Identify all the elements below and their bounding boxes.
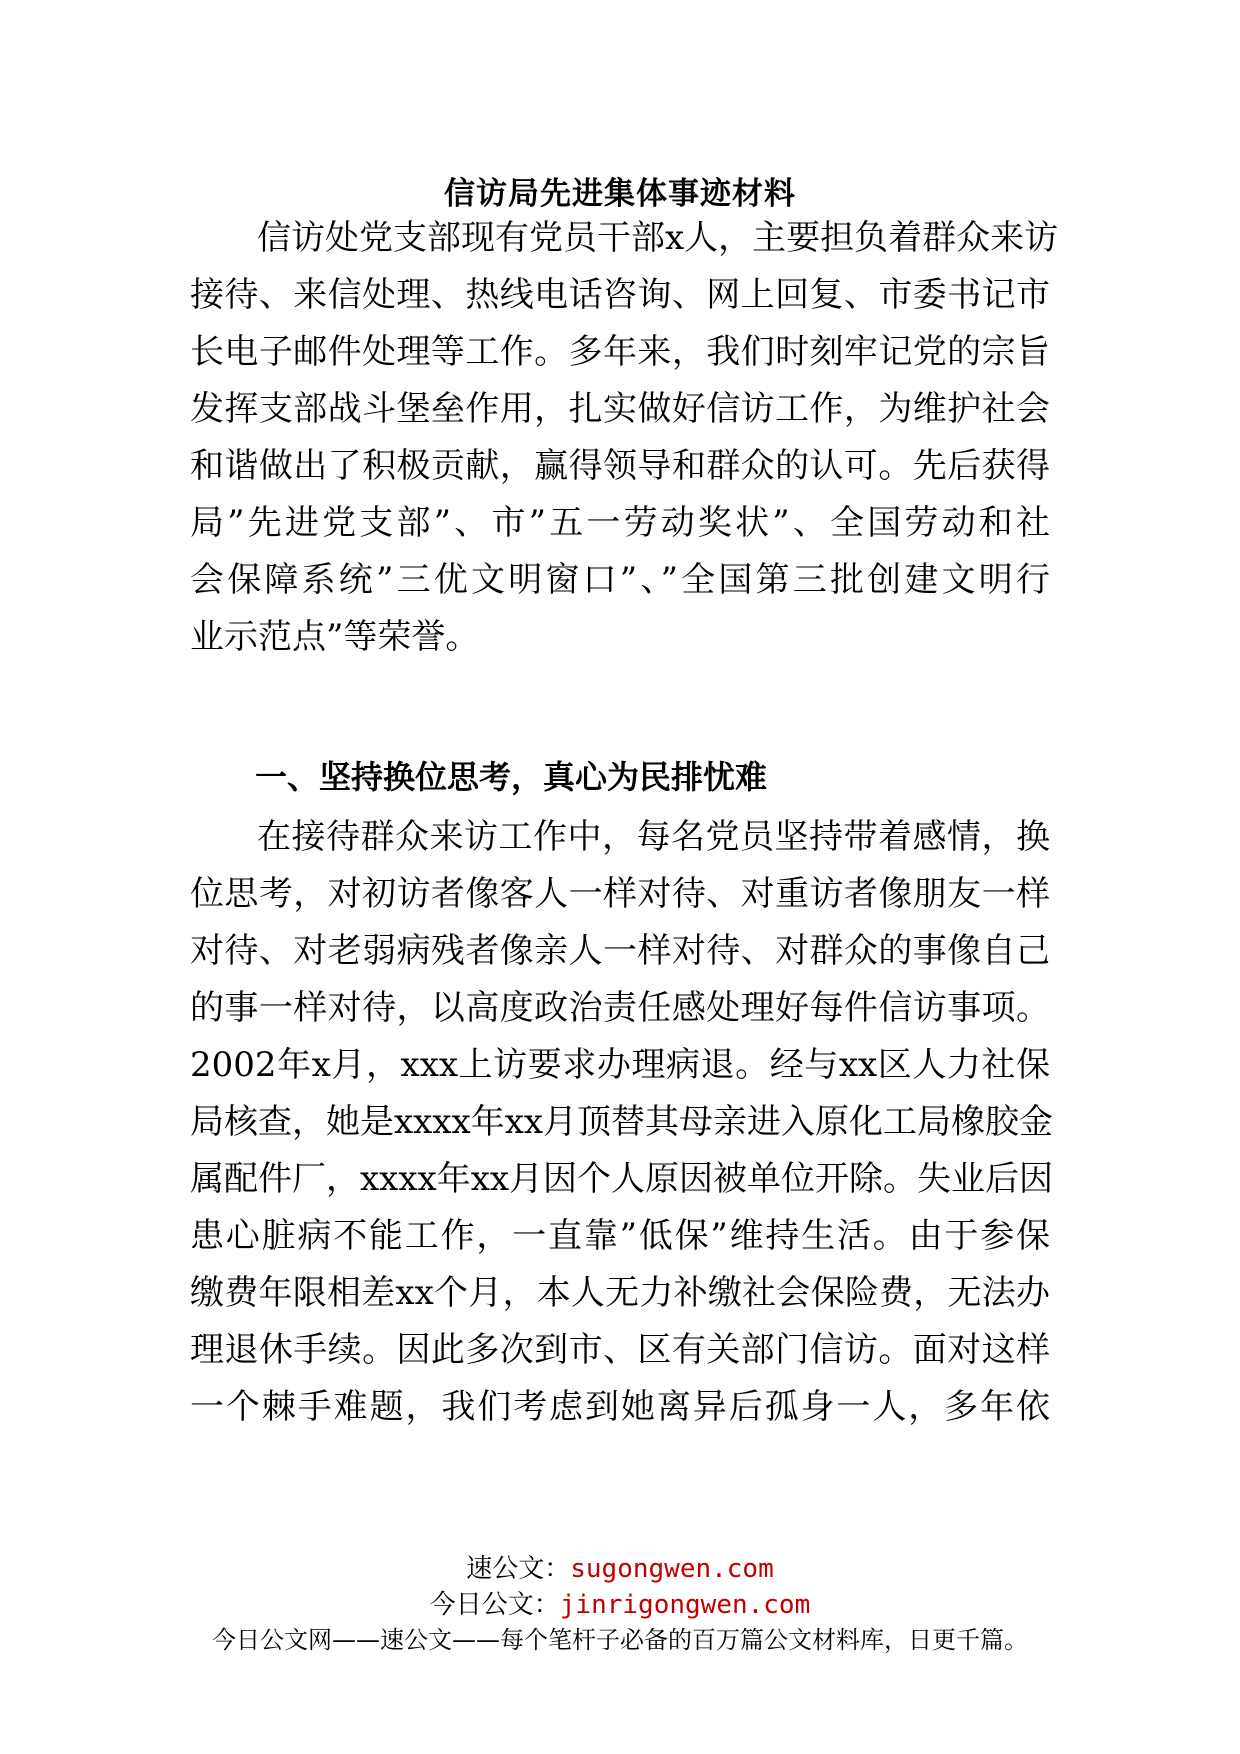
paragraph-line: 局”先进党支部”、市”五一劳动奖状”、全国劳动和社 xyxy=(190,503,1050,543)
paragraph-line: 和谐做出了积极贡献，赢得领导和群众的认可。先后获得 xyxy=(190,446,1050,486)
footer-link-sugongwen[interactable]: sugongwen.com xyxy=(570,1554,774,1584)
footer-site-1 xyxy=(0,1548,1240,1585)
paragraph-line: 位思考，对初访者像客人一样对待、对重访者像朋友一样 xyxy=(190,874,1050,914)
footer-note: 今日公文网——速公文——每个笔杆子必备的百万篇公文材料库，日更千篇。 xyxy=(212,1626,1028,1654)
paragraph-line: 缴费年限相差xx个月，本人无力补缴社会保险费，无法办 xyxy=(190,1273,1050,1313)
footer-label-1: 速公文： xyxy=(466,1554,571,1584)
paragraph-line: 长电子邮件处理等工作。多年来，我们时刻牢记党的宗旨 xyxy=(190,332,1050,372)
document-title: 信访局先进集体事迹材料 xyxy=(444,176,796,212)
paragraph-line: 在接待群众来访工作中，每名党员坚持带着感情，换 xyxy=(257,817,1050,857)
paragraph-line: 对待、对老弱病残者像亲人一样对待、对群众的事像自己 xyxy=(190,931,1050,971)
paragraph-line: 患心脏病不能工作，一直靠”低保”维持生活。由于参保 xyxy=(190,1216,1050,1256)
paragraph-line: 业示范点”等荣誉。 xyxy=(190,617,480,657)
paragraph-line: 局核查，她是xxxx年xx月顶替其母亲进入原化工局橡胶金 xyxy=(190,1102,1054,1142)
footer-site-2 xyxy=(0,1584,1240,1621)
footer-link-jinrigongwen[interactable]: jinrigongwen.com xyxy=(559,1590,811,1620)
footer-label-2: 今日公文： xyxy=(429,1590,560,1620)
paragraph-line: 的事一样对待，以高度政治责任感处理好每件信访事项。 xyxy=(190,988,1050,1028)
section-heading: 一、坚持换位思考，真心为民排忧难 xyxy=(255,758,768,796)
paragraph-line: 发挥支部战斗堡垒作用，扎实做好信访工作，为维护社会 xyxy=(190,389,1050,429)
paragraph-line: 一个棘手难题，我们考虑到她离异后孤身一人，多年依 xyxy=(190,1387,1050,1427)
paragraph-line: 理退休手续。因此多次到市、区有关部门信访。面对这样 xyxy=(190,1330,1050,1370)
paragraph-line: 接待、来信处理、热线电话咨询、网上回复、市委书记市 xyxy=(190,275,1050,315)
paragraph-line: 2002年x月，xxx上访要求办理病退。经与xx区人力社保 xyxy=(190,1045,1050,1085)
paragraph-line: 信访处党支部现有党员干部x人，主要担负着群众来访 xyxy=(257,218,1059,258)
paragraph-line: 会保障系统”三优文明窗口”、”全国第三批创建文明行 xyxy=(190,560,1050,600)
paragraph-line: 属配件厂，xxxx年xx月因个人原因被单位开除。失业后因 xyxy=(190,1159,1054,1199)
